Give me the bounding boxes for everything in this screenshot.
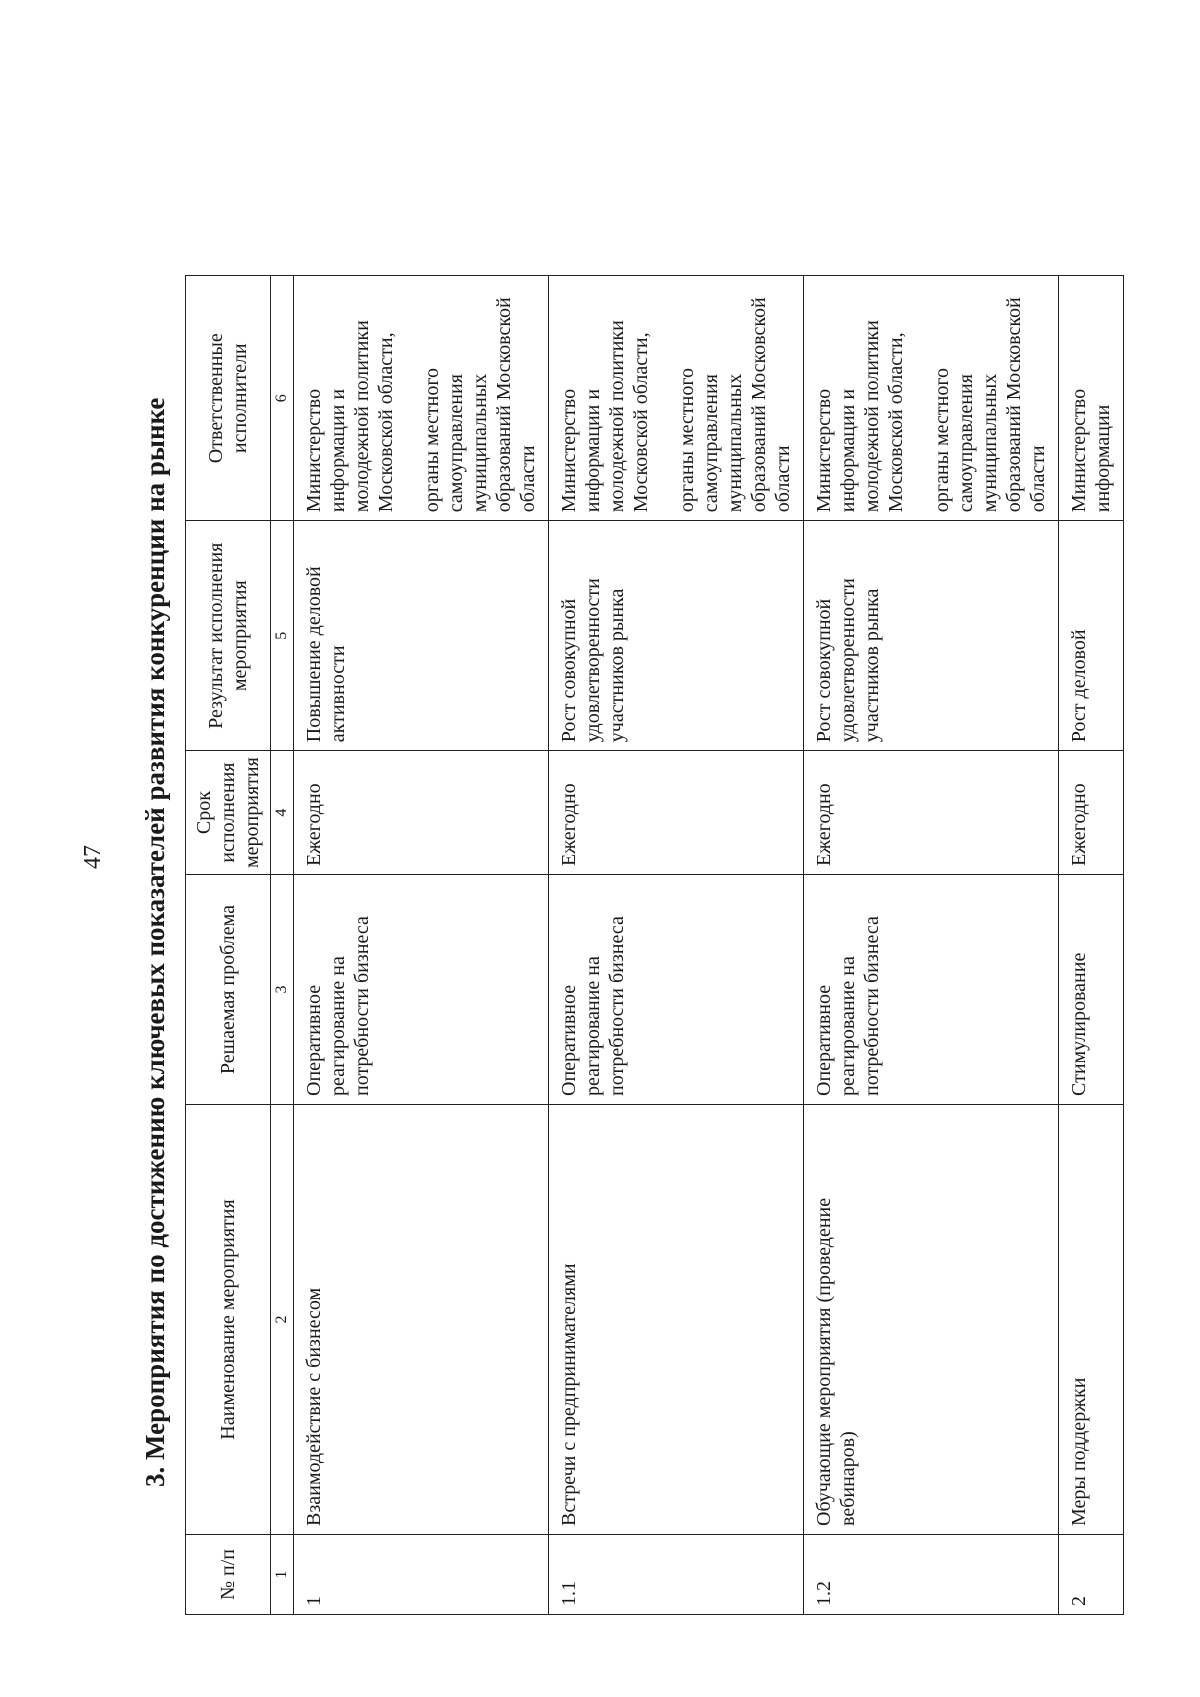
measure-executors (294, 276, 549, 521)
executor-local-authorities: органы местного самоуправления муниципальных образований Московской области (421, 297, 539, 513)
row-number: 2 (1059, 1535, 1124, 1615)
header-problem: Решаемая проблема (186, 875, 271, 1105)
executor-gap (908, 284, 930, 512)
header-term: Срок исполнения мероприятия (186, 751, 271, 875)
executor-gap (653, 284, 675, 512)
header-name: Наименование мероприятия (186, 1105, 271, 1535)
row-number: 1.2 (804, 1535, 1059, 1615)
page-number: 47 (80, 845, 106, 869)
header-result: Результат исполнения мероприятия (186, 521, 271, 751)
column-number: 6 (271, 276, 294, 521)
header-row (186, 276, 271, 1615)
measure-executors (549, 276, 804, 521)
executor-gap (398, 284, 420, 512)
measure-name: Обучающие мероприятия (проведение вебинаров) (804, 1105, 1059, 1535)
executor-ministry: Министерство информации (1068, 388, 1114, 513)
measure-name: Меры поддержки (1059, 1105, 1124, 1535)
executor-local-authorities: органы местного самоуправления муниципальных образований Московской области (676, 297, 794, 513)
measure-result: Рост совокупной удовлетворенности участников рынка (804, 521, 1059, 751)
measure-name: Встречи с предпринимателями (549, 1105, 804, 1535)
row-number: 1 (294, 1535, 549, 1615)
measure-problem: Оперативное реагирование на потребности бизнеса (804, 875, 1059, 1105)
measure-result: Рост деловой (1059, 521, 1124, 751)
measure-problem: Оперативное реагирование на потребности бизнеса (294, 875, 549, 1105)
section-title: 3. Мероприятия по достижению ключевых показателей развития конкуренции на рынке (140, 397, 170, 1487)
header-num: № п/п (186, 1535, 271, 1615)
column-number: 2 (271, 1105, 294, 1535)
measure-problem: Оперативное реагирование на потребности бизнеса (549, 875, 804, 1105)
executor-local-authorities: органы местного самоуправления муниципальных образований Московской области (931, 297, 1049, 513)
column-number: 5 (271, 521, 294, 751)
measure-result: Рост совокупной удовлетворенности участников рынка (549, 521, 804, 751)
measures-table-container (185, 275, 1124, 1615)
table-row (549, 276, 804, 1615)
measure-term: Ежегодно (804, 751, 1059, 875)
measure-problem: Стимулирование (1059, 875, 1124, 1105)
measure-term: Ежегодно (1059, 751, 1124, 875)
column-number: 1 (271, 1535, 294, 1615)
row-number: 1.1 (549, 1535, 804, 1615)
measure-name: Взаимодействие с бизнесом (294, 1105, 549, 1535)
column-number: 4 (271, 751, 294, 875)
executor-ministry: Министерство информации и молодежной политики Московской области, (558, 320, 652, 513)
measure-term: Ежегодно (549, 751, 804, 875)
column-number: 3 (271, 875, 294, 1105)
measure-executors (1059, 276, 1124, 521)
table-row (1059, 276, 1124, 1615)
column-number-row (271, 276, 294, 1615)
measures-table (185, 275, 1124, 1615)
measure-term: Ежегодно (294, 751, 549, 875)
measure-result: Повышение деловой активности (294, 521, 549, 751)
executor-ministry: Министерство информации и молодежной политики Московской области, (813, 320, 907, 513)
executor-ministry: Министерство информации и молодежной политики Московской области, (303, 320, 397, 513)
table-row (804, 276, 1059, 1615)
measure-executors (804, 276, 1059, 521)
table-row (294, 276, 549, 1615)
header-executors: Ответственные исполнители (186, 276, 271, 521)
